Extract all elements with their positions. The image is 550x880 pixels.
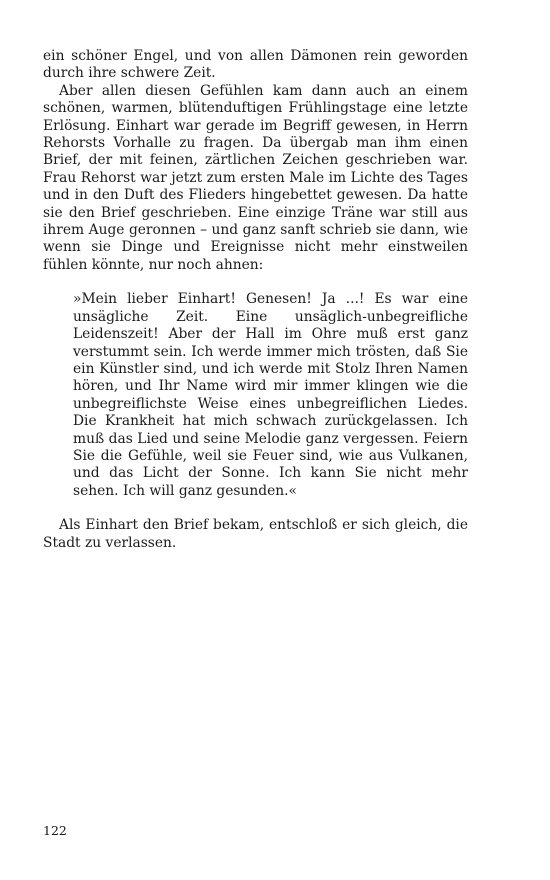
- page-text: [43, 48, 468, 552]
- page-number: 122: [43, 823, 67, 838]
- paragraph-letter-intro: Aber allen diesen Gefühlen kam dann auch an einem schönen, warmen, blütenduftigen Frühlingstage eine letzte Erlösung. Einhart war gerade im Begriff gewesen, in Herrn Rehorsts Vorhalle zu fragen. Da übergab man ihm einen Brief, der mit feinen, zärtlichen Zeichen geschrieben war. Frau Rehorst war jetzt zum ersten Male im Lichte des Tages und in den Duft des Flieders hingebettet gewesen. Da hatte sie den Brief geschrieben. Eine einzige Träne war still aus ihrem Auge geronnen – und ganz sanft schrieb sie dann, wie wenn sie Dinge und Ereignisse nicht mehr einstweilen fühlen könnte, nur noch ahnen:: [43, 82, 468, 273]
- paragraph-continuation: ein schöner Engel, und von allen Dämonen rein geworden durch ihre schwere Zeit.: [43, 48, 468, 82]
- paragraph-closing: Als Einhart den Brief bekam, entschloß er sich gleich, die Stadt zu verlassen.: [43, 517, 468, 551]
- letter-quote: »Mein lieber Einhart! Genesen! Ja ...! Es war eine unsägliche Zeit. Eine unsäglich-unbegreifliche Leidenszeit! Aber der Hall im Ohre muß erst ganz verstummt sein. Ich werde immer mich trösten, daß Sie ein Künstler sind, und ich werde mit Stolz Ihren Namen hören, und Ihr Name wird mir immer klingen wie die unbegreiflichste Weise eines unbegreiflichen Liedes. Die Krankheit hat mich schwach zurückgelassen. Ich muß das Lied und seine Melodie ganz vergessen. Feiern Sie die Gefühle, weil sie Feuer sind, wie aus Vulkanen, und das Licht der Sonne. Ich kann Sie nicht mehr sehen. Ich will ganz gesunden.«: [73, 291, 468, 499]
